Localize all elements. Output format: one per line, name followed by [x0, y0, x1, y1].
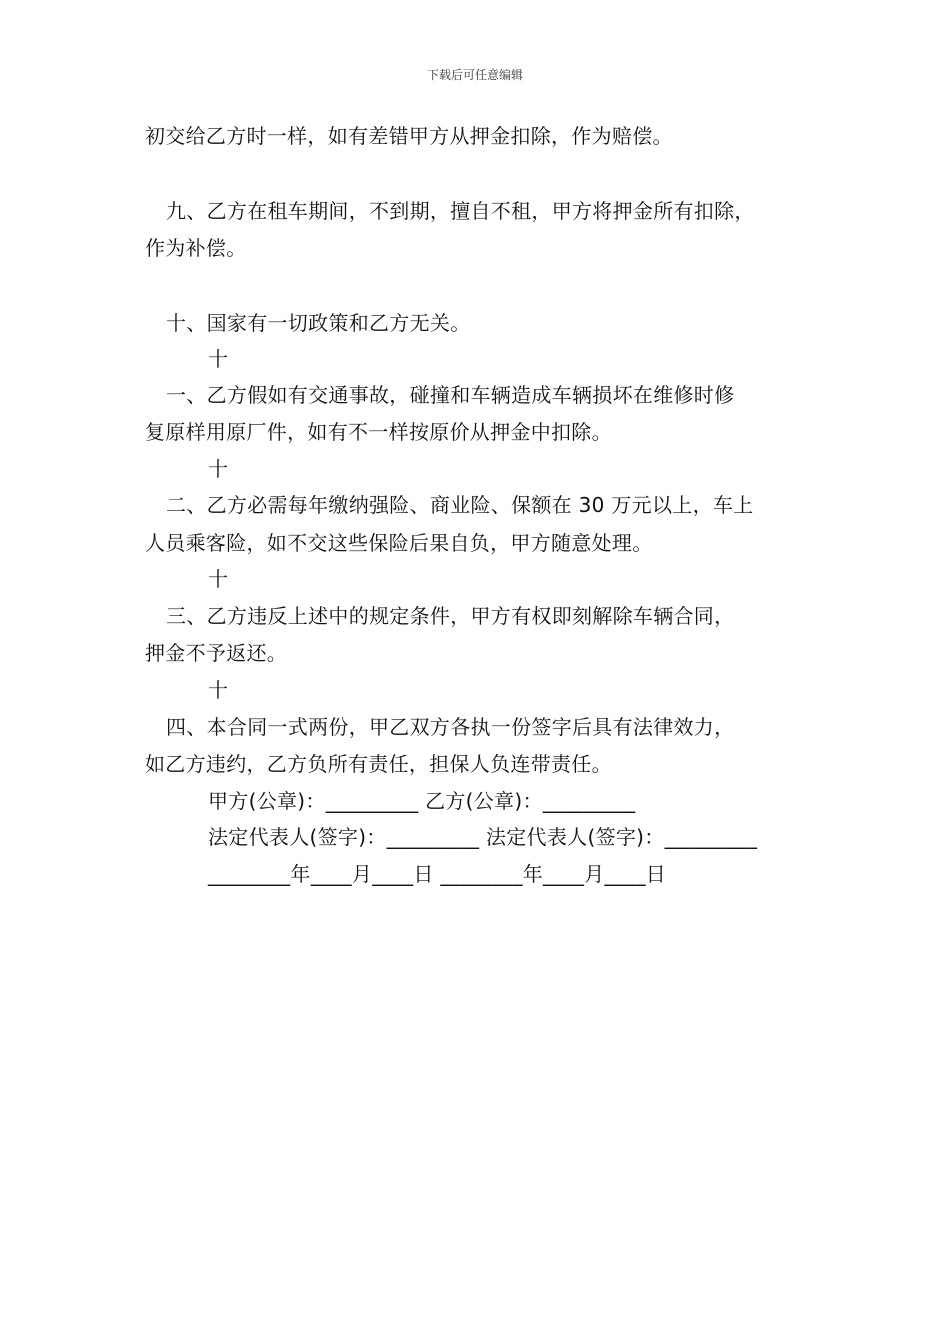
clause-13-line-1: 三、乙方违反上述中的规定条件，甲方有权即刻解除车辆合同，: [166, 604, 735, 628]
clause-12-number: 十: [208, 457, 229, 481]
clause-12-line-2: 人员乘客险，如不交这些保险后果自负，甲方随意处理。: [145, 531, 653, 555]
clause-11-line-1: 一、乙方假如有交通事故，碰撞和车辆造成车辆损坏在维修时修: [166, 383, 735, 407]
clause-14-number: 十: [208, 678, 229, 702]
page-header: 下载后可任意编辑: [426, 68, 523, 82]
signature-representative-line: 法定代表人(签字)：_________ 法定代表人(签字)：_________: [208, 825, 758, 849]
clause-13-number: 十: [208, 567, 229, 591]
clause-13-line-2: 押金不予返还。: [145, 641, 288, 665]
signature-date-line: ________年____月____日 ________年____月____日: [208, 862, 667, 886]
clause-8-continuation: 初交给乙方时一样，如有差错甲方从押金扣除，作为赔偿。: [145, 124, 673, 148]
clause-11-number: 十: [208, 347, 229, 371]
clause-10: 十、国家有一切政策和乙方无关。: [166, 311, 471, 335]
clause-12-line-1: 二、乙方必需每年缴纳强险、商业险、保额在 30 万元以上，车上: [166, 493, 754, 517]
signature-party-line: 甲方(公章)：_________ 乙方(公章)：_________: [208, 789, 636, 813]
clause-9-line-1: 九、乙方在租车期间，不到期，擅自不租，甲方将押金所有扣除，: [166, 199, 755, 223]
clause-14-line-1: 四、本合同一式两份，甲乙双方各执一份签字后具有法律效力，: [166, 715, 735, 739]
clause-11-line-2: 复原样用原厂件，如有不一样按原价从押金中扣除。: [145, 420, 612, 444]
clause-14-line-2: 如乙方违约，乙方负所有责任，担保人负连带责任。: [145, 752, 612, 776]
clause-9-line-2: 作为补偿。: [145, 236, 247, 260]
